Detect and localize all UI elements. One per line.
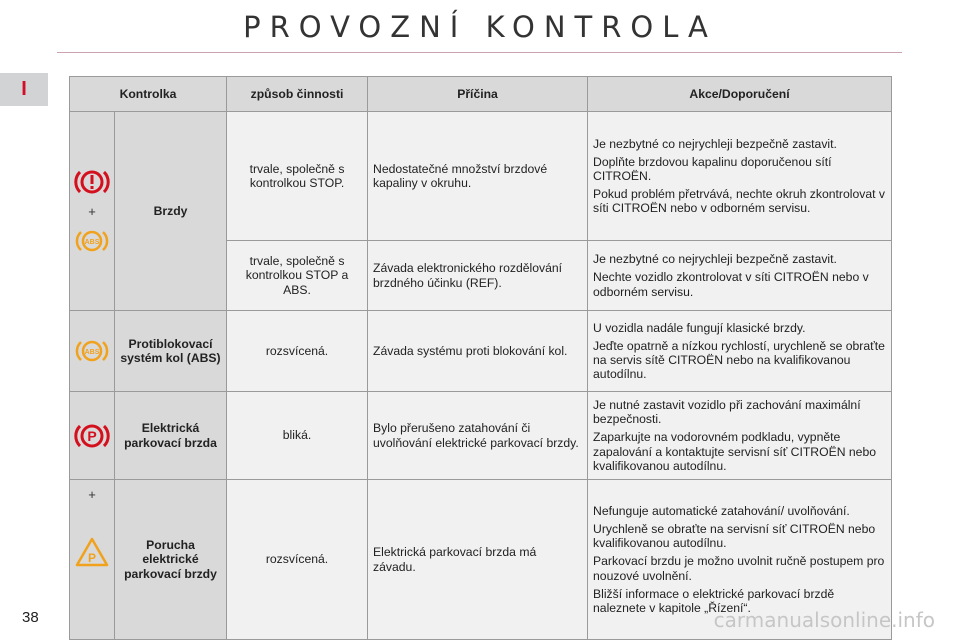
- indicator-name: Brzdy: [115, 112, 227, 311]
- action-text: Jeďte opatrně a nízkou rychlostí, urychleně se obraťte na servis sítě CITROËN nebo na kvalifikovanou autodílnu.: [593, 338, 885, 382]
- table-row: [70, 311, 892, 392]
- cause-text: Nedostatečné množství brzdové kapaliny v okruhu.: [368, 112, 588, 241]
- action-text: Bližší informace o elektrické parkovací brzdě naleznete v kapitole „Řízení“.: [593, 586, 835, 615]
- svg-text:P: P: [87, 550, 97, 565]
- action-text: Je nezbytné co nejrychleji bezpečně zastavit.: [593, 252, 837, 267]
- cause-text: Závada elektronického rozdělování brzdného účinku (REF).: [368, 241, 588, 311]
- indicator-name: Porucha elektrické parkovací brzdy: [115, 480, 227, 640]
- table-row: [70, 112, 892, 241]
- cause-text: Elektrická parkovací brzda má závadu.: [368, 480, 588, 640]
- page-number: 38: [22, 609, 39, 626]
- action-text: Je nutné zastavit vozidlo při zachování maximální bezpečnosti.: [593, 398, 861, 427]
- action-text: U vozidla nadále fungují klasické brzdy.: [593, 320, 806, 335]
- action-text: Pokud problém přetrvává, nechte okruh zkontrolovat v síti CITROËN nebo v odborném servisu.: [593, 187, 885, 216]
- action-text: Parkovací brzdu je možno uvolnit ručně postupem pro nouzové uvolnění.: [593, 554, 885, 583]
- column-header-indicator: Kontrolka: [70, 77, 227, 112]
- title-divider: [57, 52, 902, 53]
- action-text: Je nezbytné co nejrychleji bezpečně zastavit.: [593, 136, 837, 151]
- indicator-icon-cell: [70, 392, 115, 480]
- indicator-icon-cell: [70, 311, 115, 392]
- svg-text:P: P: [87, 427, 97, 444]
- cause-text: Bylo přerušeno zatahování či uvolňování elektrické parkovací brzdy.: [368, 392, 588, 480]
- abs-icon: [75, 227, 109, 255]
- action-text: Doplňte brzdovou kapalinu doporučenou sítí CITROËN.: [593, 154, 832, 183]
- indicator-name: Protiblokovací systém kol (ABS): [115, 311, 227, 392]
- chapter-tab: I: [0, 73, 48, 106]
- table-header-row: [70, 77, 892, 112]
- action-cell: [588, 241, 892, 311]
- svg-text:ABS: ABS: [84, 349, 100, 356]
- page-title: PROVOZNÍ KONTROLA: [243, 10, 717, 44]
- action-cell: [588, 112, 892, 241]
- parking-brake-fault-icon: [75, 537, 109, 567]
- watermark: carmanualsonline.info: [713, 608, 935, 632]
- action-cell: [588, 311, 892, 392]
- abs-icon: [75, 337, 109, 365]
- action-text: Nechte vozidlo zkontrolovat v síti CITROËN nebo v odborném servisu.: [593, 270, 869, 299]
- column-header-action: Akce/Doporučení: [588, 77, 892, 112]
- brake-warning-icon: [73, 167, 111, 197]
- action-text: Nefunguje automatické zatahování/ uvolňování.: [593, 504, 850, 519]
- mode-text: rozsvícená.: [227, 311, 368, 392]
- mode-text: rozsvícená.: [227, 480, 368, 640]
- column-header-mode: způsob činnosti: [227, 77, 368, 112]
- plus-sign: +: [88, 203, 96, 219]
- action-text: Urychleně se obraťte na servisní síť CITROËN nebo kvalifikovanou autodílnu.: [593, 522, 876, 551]
- mode-text: bliká.: [227, 392, 368, 480]
- svg-text:ABS: ABS: [84, 239, 100, 247]
- cause-text: Závada systému proti blokování kol.: [368, 311, 588, 392]
- mode-text: trvale, společně s kontrolkou STOP a ABS.: [227, 241, 368, 311]
- mode-text: trvale, společně s kontrolkou STOP.: [227, 112, 368, 241]
- indicator-name: Elektrická parkovací brzda: [115, 392, 227, 480]
- indicator-icon-cell: [70, 112, 115, 311]
- warning-lights-table: [69, 76, 892, 640]
- action-cell: [588, 392, 892, 480]
- parking-brake-icon: [73, 421, 111, 451]
- table-row: [70, 392, 892, 480]
- indicator-icon-cell: [70, 480, 115, 640]
- column-header-cause: Příčina: [368, 77, 588, 112]
- plus-sign: +: [88, 487, 96, 502]
- action-text: Zaparkujte na vodorovném podkladu, vypněte zapalování a kontaktujte servisní síť CITROËN nebo kvalifikovanou autodílnu.: [593, 430, 877, 473]
